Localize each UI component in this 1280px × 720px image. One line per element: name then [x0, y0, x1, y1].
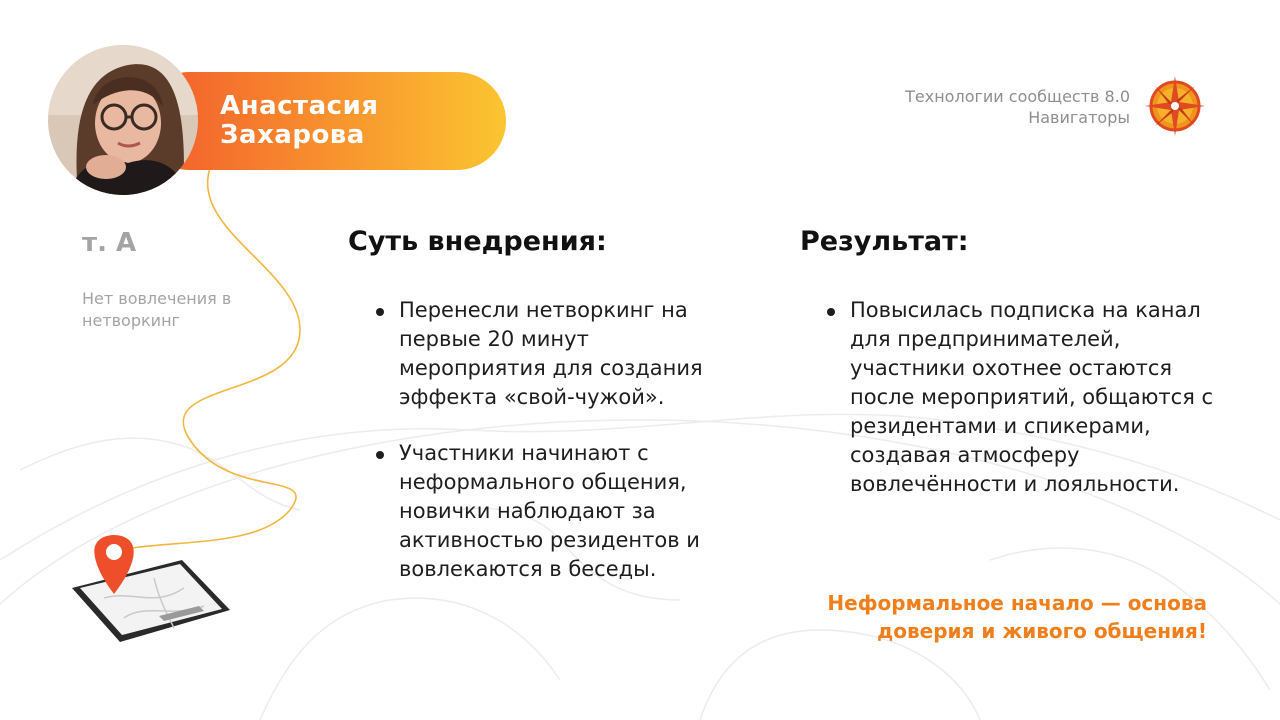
side-note: Нет вовлечения в нетворкинг [82, 289, 232, 330]
list-item: Перенесли нетворкинг на первые 20 минут мероприятия для создания эффекта «свой-чужой». [374, 296, 734, 412]
list-item: Участники начинают с неформального общения, новички наблюдают за активностью резидентов и вовлекаются в беседы. [374, 439, 734, 584]
list-item: Повысилась подписка на канал для предпринимателей, участники охотнее остаются после мероприятий, общаются с резидентами и спикерами, создавая атмосферу вовлечённости и лояльности. [825, 296, 1215, 499]
speaker-avatar [48, 45, 198, 195]
result-list [825, 296, 1215, 526]
result-title: Результат: [800, 226, 969, 257]
compass-rose-icon [1143, 74, 1207, 138]
brand-line-2: Навигаторы [1028, 108, 1130, 127]
essence-title: Суть внедрения: [348, 226, 607, 257]
conclusion-text: Неформальное начало — основа доверия и живого общения! [827, 591, 1207, 643]
smartphone-map-icon [64, 518, 244, 648]
brand-line-1: Технологии сообществ 8.0 [905, 87, 1130, 106]
speaker-name: Анастасия Захарова [220, 91, 379, 150]
route-line [132, 168, 300, 548]
side-title: т. А [82, 228, 137, 258]
essence-list [374, 296, 734, 611]
brand-text [905, 86, 1130, 128]
